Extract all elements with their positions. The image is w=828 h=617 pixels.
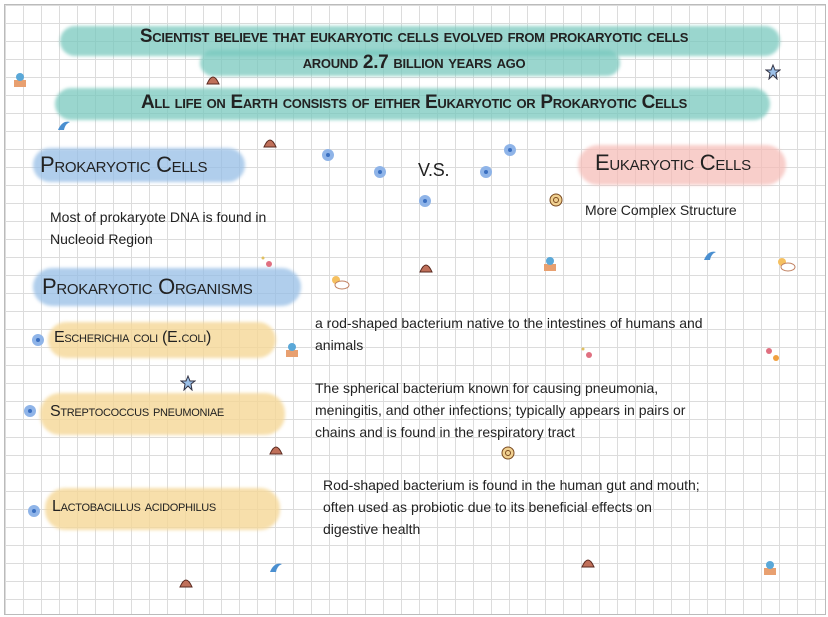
snail-icon (500, 445, 516, 461)
desc-line: Rod-shaped bacterium is found in the human gut and mouth; (323, 477, 700, 493)
prokaryotic-note (50, 206, 266, 250)
flower-icon (30, 332, 46, 348)
header-line-2: around 2.7 billion years ago (302, 52, 526, 73)
eukaryotic-note: More Complex Structure (585, 202, 737, 218)
note-line: Nucleoid Region (50, 231, 153, 247)
shell-icon (205, 70, 221, 86)
desc-line: a rod-shaped bacterium native to the intestines of humans and (315, 315, 703, 331)
flower-icon (320, 147, 336, 163)
shell-icon (262, 133, 278, 149)
shell-icon (268, 440, 284, 456)
coral-icon (542, 256, 558, 272)
organism-name: Lactobacillus acidophilus (52, 498, 216, 515)
desc-line: animals (315, 337, 364, 353)
organism-name: Escherichia coli (E.coli) (54, 329, 212, 346)
starfish-icon (765, 64, 781, 80)
dolphin-icon (56, 118, 72, 134)
coral-icon (762, 560, 778, 576)
organism-desc (315, 377, 685, 443)
dolphin-icon (268, 560, 284, 576)
desc-line: The spherical bacterium known for causing pneumonia, (315, 380, 659, 396)
small-flower-icon (580, 346, 596, 362)
desc-line: meningitis, and other infections; typically appears in pairs or (315, 402, 686, 418)
coral-icon (12, 72, 28, 88)
snail-icon (548, 192, 564, 208)
note-line: Most of prokaryote DNA is found in (50, 209, 267, 225)
header-line-3: All life on Earth consists of either Eukaryotic or Prokaryotic Cells (140, 92, 688, 113)
shell-icon (418, 258, 434, 274)
header-line-1: Scientist believe that eukaryotic cells evolved from prokaryotic cells (139, 26, 689, 47)
sun-cloud-icon (776, 256, 796, 272)
desc-line: digestive health (323, 521, 421, 537)
desc-line: often used as probiotic due to its beneficial effects on (323, 499, 652, 515)
flower-icon (502, 142, 518, 158)
prokaryotic-cells-title: Prokaryotic Cells (40, 152, 208, 177)
small-flower-icon (260, 255, 276, 271)
sun-cloud-icon (330, 274, 350, 290)
dolphin-icon (702, 248, 718, 264)
vs-label: V.S. (418, 160, 450, 180)
organism-desc (315, 312, 703, 356)
organisms-title: Prokaryotic Organisms (42, 274, 253, 299)
shell-icon (580, 553, 596, 569)
organism-desc (323, 474, 700, 540)
flower-icon (417, 193, 433, 209)
eukaryotic-cells-title: Eukaryotic Cells (595, 150, 751, 175)
small-flower-icon (764, 346, 780, 362)
starfish-icon (180, 375, 196, 391)
flower-icon (26, 503, 42, 519)
flower-icon (372, 164, 388, 180)
flower-icon (478, 164, 494, 180)
flower-icon (22, 403, 38, 419)
coral-icon (284, 342, 300, 358)
organism-name: Streptococcus pneumoniae (50, 403, 224, 420)
shell-icon (178, 573, 194, 589)
desc-line: chains and is found in the respiratory tract (315, 424, 575, 440)
